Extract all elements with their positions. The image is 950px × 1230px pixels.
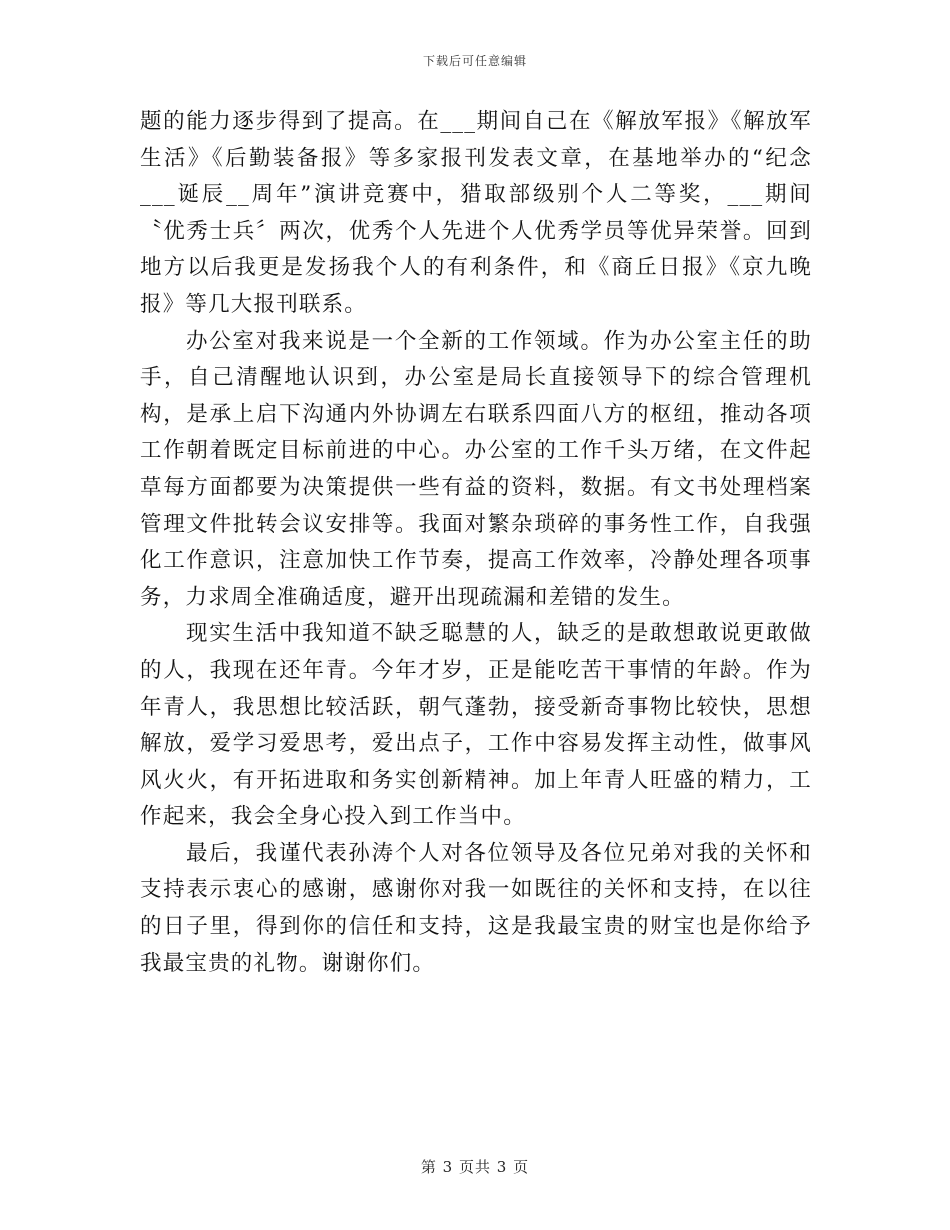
paragraph-youth: 现实生活中我知道不缺乏聪慧的人，缺乏的是敢想敢说更敢做的人，我现在还年青。今年才岁，正是能吃苦干事情的年龄。作为年青人，我思想比较活跃，朝气蓬勃，接受新奇事物比较快，思想解放，爱学习爱思考，爱出点子，工作中容易发挥主动性，做事风风火火，有开拓进取和务实创新精神。加上年青人旺盛的精力，工作起来，我会全身心投入到工作当中。 bbox=[140, 621, 812, 830]
paragraph-thanks: 最后，我谨代表孙涛个人对各位领导及各位兄弟对我的关怀和支持表示衷心的感谢，感谢你对我一如既往的关怀和支持，在以往的日子里，得到你的信任和支持，这是我最宝贵的财宝也是你给予我最宝贵的礼物。谢谢你们。 bbox=[140, 840, 812, 976]
paragraph-office-work: 办公室对我来说是一个全新的工作领域。作为办公室主任的助手，自己清醒地认识到，办公室是局长直接领导下的综合管理机构，是承上启下沟通内外协调左右联系四面八方的枢纽，推动各项工作朝着既定目标前进的中心。办公室的工作千头万绪，在文件起草每方面都要为决策提供一些有益的资料，数据。有文书处理档案管理文件批转会议安排等。我面对繁杂琐碎的事务性工作，自我强化工作意识，注意加快工作节奏，提高工作效率，冷静处理各项事务，力求周全准确适度，避开出现疏漏和差错的发生。 bbox=[140, 328, 812, 610]
page-header: 下载后可任意编辑 bbox=[422, 54, 527, 68]
page-number-footer: 第 3 页共 3 页 bbox=[420, 1158, 530, 1176]
paragraph-continuation: 题的能力逐步得到了提高。在___期间自己在《解放军报》《解放军生活》《后勤装备报》等多家报刊发表文章，在基地举办的“纪念___诞辰__周年”演讲竞赛中，猎取部级别个人二等奖，___期间〝优秀士兵〞两次，优秀个人先进个人优秀学员等优异荣誉。回到地方以后我更是发扬我个人的有利条件，和《商丘日报》《京九晚报》等几大报刊联系。 bbox=[140, 109, 812, 317]
document-body bbox=[140, 104, 812, 982]
